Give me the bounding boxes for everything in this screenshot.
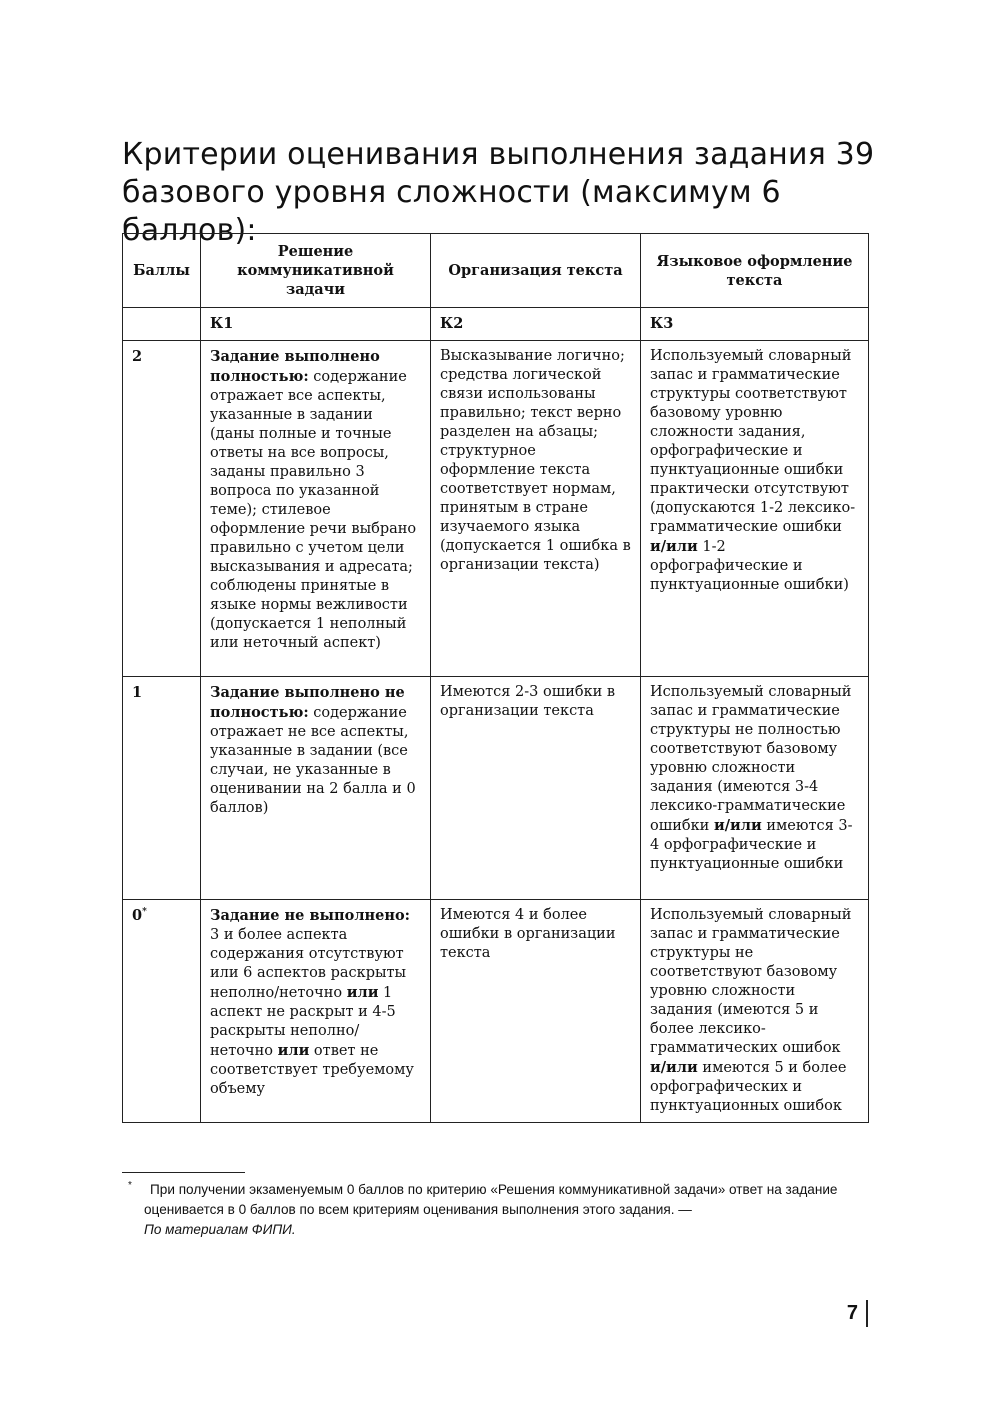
- k1-or: или: [277, 1042, 310, 1059]
- footnote-source: По материалам ФИПИ.: [144, 1222, 296, 1237]
- table-row: [123, 341, 869, 677]
- k2-description: Имеются 4 и более ошибки в организации текста: [440, 907, 616, 961]
- k1-description-mid: 1 аспект не раскрыт и 4-5 раскрыты неполно/неточно: [210, 985, 396, 1059]
- k3-description: Используемый словарный запас и грамматические структуры не полностью соответствуют базовому уровню сложности задания (имеются 3-4 лексико-грамматические ошибки: [650, 684, 852, 834]
- k2-description: Имеются 2-3 ошибки в организации текста: [440, 684, 616, 719]
- k3-description-end: имеются 5 и более орфографических и пунктуационных ошибок: [650, 1060, 847, 1114]
- k1-or: или: [346, 984, 379, 1001]
- k2-cell: [431, 900, 641, 1123]
- footnote-mark: *: [128, 1180, 132, 1191]
- code-empty: [123, 308, 201, 341]
- score-footnote-mark: *: [142, 907, 147, 918]
- header-k3: Языковое оформление текста: [641, 234, 869, 308]
- k3-description: Используемый словарный запас и грамматические структуры не соответствуют базовому уровню сложности задания (имеются 5 и более лексико-грамматических ошибок: [650, 907, 852, 1056]
- page-number-bar: [866, 1300, 868, 1327]
- code-k2: К2: [431, 308, 641, 341]
- k1-description: содержание отражает все аспекты, указанные в задании (даны полные и точные ответы на все вопросы, заданы правильно 3 вопроса по указанной теме); стилевое оформление речи выбрано правильно с учетом цели высказывания и адресата; соблюдены принятые в языке нормы вежливости (допускается 1 неполный или неточный аспект): [210, 369, 417, 651]
- score-cell: 2: [123, 341, 201, 677]
- k1-description-end: ответ не соответствует требуемому объему: [210, 1043, 414, 1097]
- page-number: 7: [846, 1302, 858, 1324]
- k3-cell: [641, 341, 869, 677]
- k1-cell: [201, 900, 431, 1123]
- table-row: [123, 900, 869, 1123]
- code-k3: К3: [641, 308, 869, 341]
- k3-cell: [641, 677, 869, 900]
- score-value: 0: [132, 907, 143, 924]
- k1-cell: [201, 677, 431, 900]
- k1-description: 3 и более аспекта содержания отсутствуют или 6 аспектов раскрыты неполно/неточно: [210, 927, 407, 1001]
- table-header-row: [123, 234, 869, 308]
- table-row: [123, 677, 869, 900]
- footnote: [122, 1180, 872, 1240]
- k3-cell: [641, 900, 869, 1123]
- k3-andor: и/или: [650, 1059, 698, 1076]
- header-score: Баллы: [123, 234, 201, 308]
- k2-cell: [431, 341, 641, 677]
- k2-description: Высказывание логично; средства логической связи использованы правильно; текст верно разделен на абзацы; структурное оформление текста соответствует нормам, принятым в стране изучаемого языка (допускается 1 ошибка в организации текста): [440, 348, 631, 573]
- k3-description-end: 1-2 орфографические и пунктуационные ошибки): [650, 539, 849, 593]
- k3-description: Используемый словарный запас и грамматические структуры соответствуют базовому уровню сложности задания, орфографические и пунктуационные ошибки практически отсутствуют (допускаются 1-2 лексико-грамматические ошибки: [650, 348, 856, 535]
- k3-andor: и/или: [650, 538, 698, 555]
- k2-cell: [431, 677, 641, 900]
- footnote-divider: [122, 1172, 245, 1173]
- k1-verdict: Задание выполнено не полностью:: [210, 684, 405, 721]
- k1-verdict: Задание не выполнено:: [210, 907, 411, 924]
- criteria-table: [122, 233, 869, 1123]
- k3-andor: и/или: [713, 817, 762, 834]
- k1-description: содержание отражает не все аспекты, указанные в задании (все случаи, не указанные в оценивании на 2 балла и 0 баллов): [210, 705, 416, 816]
- k1-verdict: Задание выполнено полностью:: [210, 348, 380, 385]
- k3-description-end: имеются 3-4 орфографические и пунктуационные ошибки: [650, 818, 853, 872]
- k1-cell: [201, 341, 431, 677]
- header-k1: Решение коммуникативной задачи: [201, 234, 431, 308]
- footnote-text: При получении экзаменуемым 0 баллов по критерию «Решения коммуникативной задачи» ответ на задание оценивается в 0 баллов по всем критериям оценивания выполнения этого задания. —: [144, 1182, 838, 1217]
- code-k1: К1: [201, 308, 431, 341]
- criteria-code-row: [123, 308, 869, 341]
- header-k2: Организация текста: [431, 234, 641, 308]
- score-cell: 1: [123, 677, 201, 900]
- heading-line-1: Критерии оценивания выполнения задания 39: [122, 137, 875, 172]
- score-cell: [123, 900, 201, 1123]
- footnote-text-block: [122, 1180, 872, 1240]
- heading-line-2: базового уровня сложности (максимум 6 баллов):: [122, 175, 781, 248]
